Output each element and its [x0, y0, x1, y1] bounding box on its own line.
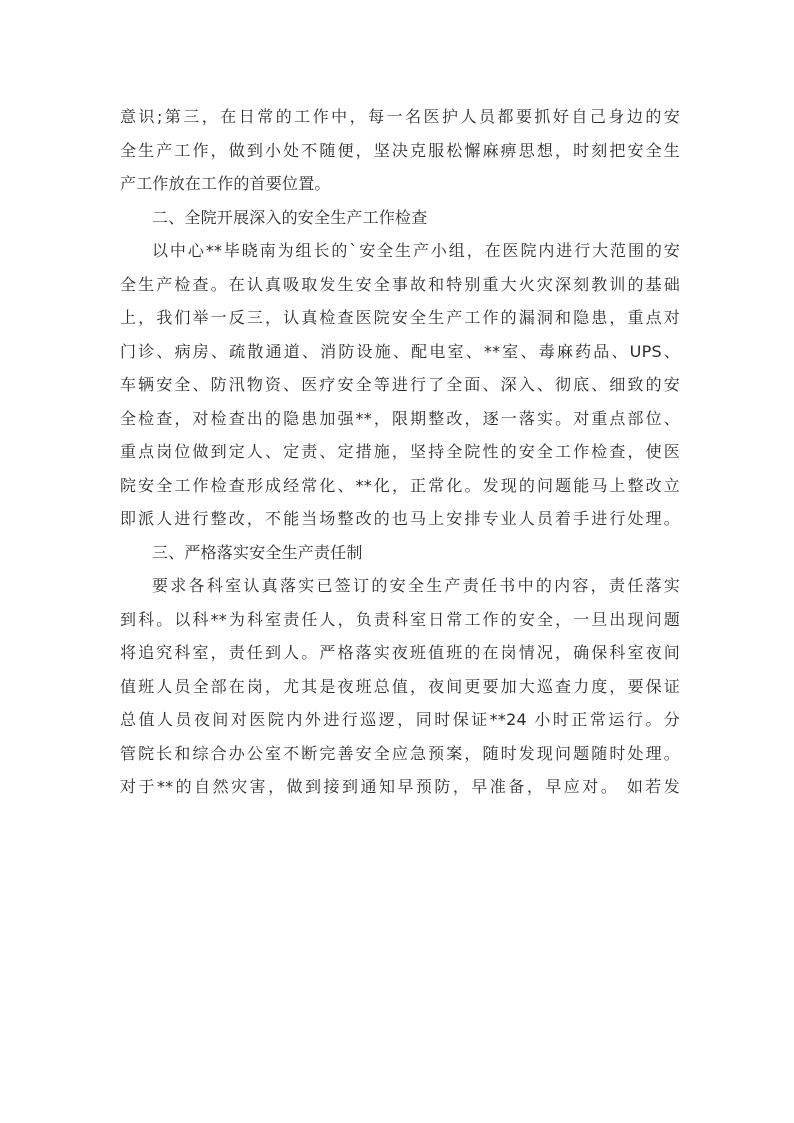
- document-body: [120, 100, 680, 804]
- text-line: 上，我们举一反三，认真检查医院安全生产工作的漏洞和隐患，重点对: [120, 308, 680, 327]
- text-line: 门诊、病房、疏散通道、消防设施、配电室、**室、毒麻药品、UPS、: [120, 341, 680, 361]
- text-line: 总值人员夜间对医院内外进行巡逻，同时保证**24 小时正常运行。分: [120, 710, 680, 729]
- text-line: 车辆安全、防汛物资、医疗安全等进行了全面、深入、彻底、细致的安: [120, 375, 680, 394]
- text-line: 意识;第三，在日常的工作中，每一名医护人员都要抓好自己身边的安: [120, 107, 680, 126]
- text-line: 以中心**毕晓南为组长的`安全生产小组，在医院内进行大范围的安: [152, 241, 680, 260]
- text-line: 重点岗位做到定人、定责、定措施，坚持全院性的安全工作检查，使医: [120, 442, 680, 461]
- section-heading: 二、全院开展深入的安全生产工作检查: [152, 207, 428, 227]
- text-line: 全生产检查。在认真吸取发生安全事故和特别重大火灾深刻教训的基础: [120, 274, 680, 294]
- text-line: 要求各科室认真落实已签订的安全生产责任书中的内容，责任落实: [152, 576, 680, 595]
- text-line: 值班人员全部在岗，尤其是夜班总值，夜间更要加大巡查力度，要保证: [120, 676, 680, 696]
- text-line: 管院长和综合办公室不断完善安全应急预案，随时发现问题随时处理。: [120, 743, 680, 763]
- text-line: 将追究科室，责任到人。严格落实夜班值班的在岗情况，确保科室夜间: [120, 643, 680, 662]
- text-line: 全检查，对检查出的隐患加强**，限期整改，逐一落实。对重点部位、: [120, 408, 680, 428]
- text-line: 对于**的自然灾害，做到接到通知早预防，早准备，早应对。 如若发: [120, 777, 680, 796]
- section-heading: 三、严格落实安全生产责任制: [152, 542, 363, 562]
- text-line: 院安全工作检查形成经常化、**化，正常化。发现的问题能马上整改立: [120, 475, 680, 495]
- text-line: 到科。以科**为科室责任人，负责科室日常工作的安全，一旦出现问题: [120, 609, 680, 629]
- text-line: 产工作放在工作的首要位置。: [120, 174, 331, 193]
- text-line: 即派人进行整改，不能当场整改的也马上安排专业人员着手进行处理。: [120, 509, 680, 528]
- text-line: 全生产工作，做到小处不随便，坚决克服松懈麻痹思想，时刻把安全生: [120, 140, 680, 160]
